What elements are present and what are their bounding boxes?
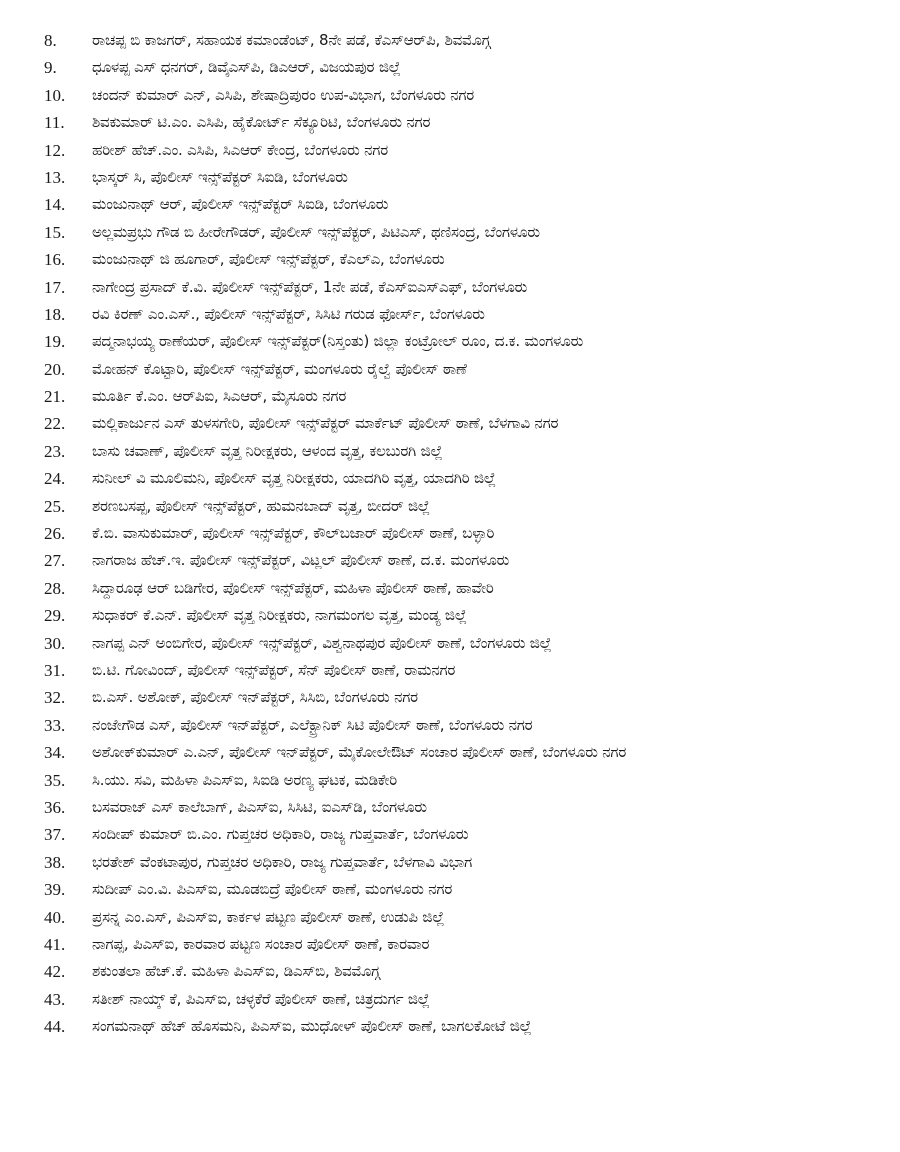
item-text: ನಂಜೇಗೌಡ ಎಸ್, ಪೊಲೀಸ್ ಇನ್‌ಪೆಕ್ಟರ್, ಎಲೆಕ್ಟ್ರಾನಿಕ್ ಸಿಟಿ ಪೊಲೀಸ್ ಠಾಣೆ, ಬೆಂಗಳೂರು ನಗರ: [92, 715, 533, 734]
list-item: [0, 715, 900, 736]
item-number: 21.: [44, 387, 66, 407]
list-item: [0, 523, 900, 544]
list-item: [0, 413, 900, 434]
item-text: ಹರೀಶ್ ಹೆಚ್.ಎಂ. ಎಸಿಪಿ, ಸಿಎಆರ್ ಕೇಂದ್ರ, ಬೆಂಗಳೂರು ನಗರ: [92, 140, 388, 159]
list-item: [0, 1016, 900, 1037]
item-text: ಸತೀಶ್ ನಾಯ್ಕ್ ಕೆ, ಪಿಎಸ್‌ಐ, ಚಳ್ಳಕೆರೆ ಪೊಲೀಸ್ ಠಾಣೆ, ಚಿತ್ರದುರ್ಗ ಜಿಲ್ಲೆ: [92, 989, 430, 1008]
item-number: 37.: [44, 825, 66, 845]
list-item: [0, 797, 900, 818]
item-text: ನಾಗಪ್ಪ ಎನ್ ಅಂಬಿಗೇರ, ಪೊಲೀಸ್ ಇನ್ಸ್‌ಪೆಕ್ಟರ್, ವಿಶ್ವನಾಥಪುರ ಪೊಲೀಸ್ ಠಾಣೆ, ಬೆಂಗಳೂರು ಜಿಲ್ಲೆ: [92, 633, 552, 652]
list-item: [0, 57, 900, 78]
item-number: 30.: [44, 633, 66, 653]
list-item: [0, 441, 900, 462]
item-number: 11.: [44, 113, 65, 133]
item-text: ಬಿ.ಟಿ. ಗೋವಿಂದ್, ಪೊಲೀಸ್ ಇನ್ಸ್‌ಪೆಕ್ಟರ್, ಸೆನ್ ಪೊಲೀಸ್ ಠಾಣೆ, ರಾಮನಗರ: [92, 660, 456, 679]
item-text: ಸಂದೀಪ್ ಕುಮಾರ್ ಬಿ.ಎಂ. ಗುಪ್ತಚರ ಅಧಿಕಾರಿ, ರಾಜ್ಯ ಗುಪ್ತವಾರ್ತೆ, ಬೆಂಗಳೂರು: [92, 825, 469, 844]
list-item: [0, 496, 900, 517]
list-item: [0, 222, 900, 243]
item-number: 26.: [44, 524, 66, 544]
list-item: [0, 167, 900, 188]
list-item: [0, 961, 900, 982]
item-text: ಸಂಗಮನಾಥ್ ಹೆಚ್ ಹೊಸಮನಿ, ಪಿಎಸ್‌ಐ, ಮುಧೋಳ್ ಪೊಲೀಸ್ ಠಾಣೆ, ಬಾಗಲಕೋಟೆ ಜಿಲ್ಲೆ: [92, 1017, 532, 1036]
list-item: [0, 359, 900, 380]
list-item: [0, 824, 900, 845]
item-number: 8.: [44, 31, 57, 50]
list-item: [0, 112, 900, 133]
item-text: ಸಿದ್ದಾರೂಢ ಆರ್ ಬಡಿಗೇರ, ಪೊಲೀಸ್ ಇನ್ಸ್‌ಪೆಕ್ಟರ್, ಮಹಿಳಾ ಪೊಲೀಸ್ ಠಾಣೆ, ಹಾವೇರಿ: [92, 578, 494, 597]
item-number: 23.: [44, 441, 66, 461]
item-number: 40.: [44, 907, 66, 927]
list-item: [0, 140, 900, 161]
item-text: ಸುನೀಲ್ ವಿ ಮೂಲಿಮನಿ, ಪೊಲೀಸ್ ವೃತ್ತ ನಿರೀಕ್ಷಕರು, ಯಾದಗಿರಿ ವೃತ್ತ, ಯಾದಗಿರಿ ಜಿಲ್ಲೆ: [92, 469, 496, 488]
list-item: [0, 304, 900, 325]
item-text: ಬಾಸು ಚವಾಣ್, ಪೊಲೀಸ್ ವೃತ್ತ ನಿರೀಕ್ಷಕರು, ಆಳಂದ ವೃತ್ತ, ಕಲಬುರಗಿ ಜಿಲ್ಲೆ: [92, 441, 443, 460]
item-number: 39.: [44, 880, 66, 900]
item-number: 16.: [44, 250, 66, 270]
item-number: 41.: [44, 934, 66, 954]
list-item: [0, 770, 900, 791]
list-item: [0, 550, 900, 571]
item-text: ರವಿ ಕಿರಣ್ ಎಂ.ಎಸ್., ಪೊಲೀಸ್ ಇನ್ಸ್‌ಪೆಕ್ಟರ್, ಸಿಸಿಟಿ ಗರುಡ ಫೋರ್ಸ್, ಬೆಂಗಳೂರು: [92, 304, 485, 323]
list-item: [0, 879, 900, 900]
item-text: ಸಿ.ಯು. ಸವಿ, ಮಹಿಳಾ ಪಿಎಸ್‌ಐ, ಸಿಐಡಿ ಅರಣ್ಯ ಘಟಕ, ಮಡಿಕೇರಿ: [92, 770, 398, 789]
item-number: 18.: [44, 304, 66, 324]
item-number: 36.: [44, 797, 66, 817]
item-text: ರಾಚಪ್ಪ ಬಿ ಕಾಜಗರ್, ಸಹಾಯಕ ಕಮಾಂಡೆಂಟ್, 8ನೇ ಪಡೆ, ಕೆಎಸ್‌ಆರ್‌ಪಿ, ಶಿವಮೊಗ್ಗ: [92, 31, 491, 49]
item-number: 13.: [44, 167, 66, 187]
list-item: [0, 633, 900, 654]
item-number: 32.: [44, 688, 66, 708]
item-number: 20.: [44, 359, 66, 379]
list-item: [0, 386, 900, 407]
list-item: [0, 605, 900, 626]
item-text: ಮಂಜುನಾಥ್ ಆರ್, ಪೊಲೀಸ್ ಇನ್ಸ್‌ಪೆಕ್ಟರ್ ಸಿಐಡಿ, ಬೆಂಗಳೂರು: [92, 195, 389, 214]
list-item: [0, 989, 900, 1010]
item-number: 35.: [44, 770, 66, 790]
list-item: [0, 578, 900, 599]
list-item: [0, 277, 900, 298]
item-text: ಧೂಳಪ್ಪ ಎಸ್ ಧನಗರ್, ಡಿವೈಎಸ್‌ಪಿ, ಡಿಎಆರ್, ವಿಜಯಪುರ ಜಿಲ್ಲೆ: [92, 58, 401, 77]
list-item: [0, 249, 900, 270]
item-text: ನಾಗೇಂದ್ರ ಪ್ರಸಾದ್ ಕೆ.ವಿ. ಪೊಲೀಸ್ ಇನ್ಸ್‌ಪೆಕ್ಟರ್, 1ನೇ ಪಡೆ, ಕೆಎಸ್‌ಐಎಸ್‌ಎಫ್, ಬೆಂಗಳೂರು: [92, 277, 528, 296]
item-text: ಮಂಜುನಾಥ್ ಜಿ ಹೂಗಾರ್, ಪೊಲೀಸ್ ಇನ್ಸ್‌ಪೆಕ್ಟರ್, ಕೆಎಲ್‌ಎ, ಬೆಂಗಳೂರು: [92, 250, 445, 269]
item-number: 29.: [44, 606, 66, 626]
list-item: [0, 852, 900, 873]
item-text: ಮೋಹನ್ ಕೊಟ್ಟಾರಿ, ಪೊಲೀಸ್ ಇನ್ಸ್‌ಪೆಕ್ಟರ್, ಮಂಗಳೂರು ರೈಲ್ವೆ ಪೊಲೀಸ್ ಠಾಣೆ: [92, 359, 467, 378]
list-item: [0, 30, 900, 51]
item-text: ಸುದೀಪ್ ಎಂ.ವಿ. ಪಿಎಸ್‌ಐ, ಮೂಡಬಿದ್ರೆ ಪೊಲೀಸ್ ಠಾಣೆ, ಮಂಗಳೂರು ನಗರ: [92, 880, 453, 899]
list-item: [0, 660, 900, 681]
item-text: ಚಂದನ್ ಕುಮಾರ್ ಎನ್, ಎಸಿಪಿ, ಶೇಷಾದ್ರಿಪುರಂ ಉಪ-ವಿಭಾಗ, ಬೆಂಗಳೂರು ನಗರ: [92, 85, 475, 104]
list-item: [0, 85, 900, 106]
item-number: 34.: [44, 743, 66, 763]
item-text: ಭರತೇಶ್ ವೆಂಕಟಾಪುರ, ಗುಪ್ತಚರ ಅಧಿಕಾರಿ, ರಾಜ್ಯ ಗುಪ್ತವಾರ್ತೆ, ಬೆಳಗಾವಿ ವಿಭಾಗ: [92, 852, 473, 871]
item-number: 28.: [44, 578, 66, 598]
item-number: 14.: [44, 195, 66, 215]
list-item: [0, 331, 900, 352]
item-text: ಬಸವರಾಜ್ ಎಸ್ ಕಾಲೆಬಾಗ್, ಪಿಎಸ್‌ಐ, ಸಿಸಿಟಿ, ಐಎಸ್‌ಡಿ, ಬೆಂಗಳೂರು: [92, 797, 427, 816]
item-number: 38.: [44, 852, 66, 872]
list-item: [0, 194, 900, 215]
item-number: 22.: [44, 414, 66, 434]
item-number: 17.: [44, 277, 66, 297]
item-text: ಶರಣಬಸಪ್ಪ, ಪೊಲೀಸ್ ಇನ್ಸ್‌ಪೆಕ್ಟರ್, ಹುಮನಬಾದ್ ವೃತ್ತ, ಬೀದರ್ ಜಿಲ್ಲೆ: [92, 496, 430, 515]
item-number: 27.: [44, 551, 66, 571]
item-text: ಸುಧಾಕರ್ ಕೆ.ಎನ್. ಪೊಲೀಸ್ ವೃತ್ತ ನಿರೀಕ್ಷಕರು, ನಾಗಮಂಗಲ ವೃತ್ತ, ಮಂಡ್ಯ ಜಿಲ್ಲೆ: [92, 606, 467, 625]
item-text: ಪದ್ಮನಾಭಯ್ಯ ರಾಣೆಯರ್, ಪೊಲೀಸ್ ಇನ್ಸ್‌ಪೆಕ್ಟರ್(ನಿಸ್ತಂತು) ಜಿಲ್ಲಾ ಕಂಟ್ರೋಲ್ ರೂಂ, ದ.ಕ. ಮಂಗಳೂರು: [92, 332, 584, 351]
item-text: ನಾಗಪ್ಪ, ಪಿಎಸ್‌ಐ, ಕಾರವಾರ ಪಟ್ಟಣ ಸಂಚಾರ ಪೊಲೀಸ್ ಠಾಣೆ, ಕಾರವಾರ: [92, 934, 430, 953]
item-text: ಭಾಸ್ಕರ್ ಸಿ, ಪೊಲೀಸ್ ಇನ್ಸ್‌ಪೆಕ್ಟರ್ ಸಿಐಡಿ, ಬೆಂಗಳೂರು: [92, 167, 348, 186]
item-text: ಅಲ್ಲಮಪ್ರಭು ಗೌಡ ಬಿ ಹೀರೇಗೌಡರ್, ಪೊಲೀಸ್ ಇನ್ಸ್‌ಪೆಕ್ಟರ್, ಪಿಟಿಎಸ್, ಥಣಿಸಂದ್ರ, ಬೆಂಗಳೂರು: [92, 222, 540, 241]
item-number: 19.: [44, 332, 66, 352]
item-text: ಅಶೋಕ್‌ಕುಮಾರ್ ಎ.ಎನ್, ಪೊಲೀಸ್ ಇನ್‌ಪೆಕ್ಟರ್, ಮೈಕೋಲೇಔಟ್ ಸಂಚಾರ ಪೊಲೀಸ್ ಠಾಣೆ, ಬೆಂಗಳೂರು ನಗರ: [92, 743, 627, 762]
item-number: 33.: [44, 715, 66, 735]
item-number: 12.: [44, 140, 66, 160]
list-item: [0, 742, 900, 763]
item-number: 15.: [44, 222, 66, 242]
list-item: [0, 907, 900, 928]
item-text: ಕೆ.ಬಿ. ವಾಸುಕುಮಾರ್, ಪೊಲೀಸ್ ಇನ್ಸ್‌ಪೆಕ್ಟರ್, ಕೌಲ್‌ಬಜಾರ್ ಪೊಲೀಸ್ ಠಾಣೆ, ಬಳ್ಳಾರಿ: [92, 524, 495, 543]
item-text: ನಾಗರಾಜ ಹೆಚ್.ಇ. ಪೊಲೀಸ್ ಇನ್ಸ್‌ಪೆಕ್ಟರ್, ವಿಟ್ಲಲ್ ಪೊಲೀಸ್ ಠಾಣೆ, ದ.ಕ. ಮಂಗಳೂರು: [92, 551, 510, 570]
item-number: 43.: [44, 989, 66, 1009]
list-item: [0, 687, 900, 708]
list-item: [0, 934, 900, 955]
officer-list: [0, 30, 900, 1043]
item-number: 25.: [44, 496, 66, 516]
item-text: ಶಕುಂತಲಾ ಹೆಚ್.ಕೆ. ಮಹಿಳಾ ಪಿಎಸ್‌ಐ, ಡಿಎಸ್‌ಬಿ, ಶಿವಮೊಗ್ಗ: [92, 962, 380, 981]
item-text: ಬಿ.ಎಸ್. ಅಶೋಕ್, ಪೊಲೀಸ್ ಇನ್‌ಪೆಕ್ಟರ್, ಸಿಸಿಬಿ, ಬೆಂಗಳೂರು ನಗರ: [92, 688, 418, 707]
item-number: 24.: [44, 469, 66, 489]
item-number: 9.: [44, 58, 57, 78]
item-number: 10.: [44, 85, 66, 105]
item-number: 42.: [44, 962, 66, 982]
item-text: ಮೂರ್ತಿ ಕೆ.ಎಂ. ಆರ್‌ಪಿಐ, ಸಿಎಆರ್, ಮೈಸೂರು ನಗರ: [92, 387, 347, 406]
item-text: ಮಲ್ಲಿಕಾರ್ಜುನ ಎಸ್ ತುಳಸಗೇರಿ, ಪೊಲೀಸ್ ಇನ್ಸ್‌ಪೆಕ್ಟರ್ ಮಾರ್ಕೆಟ್ ಪೊಲೀಸ್ ಠಾಣೆ, ಬೆಳಗಾವಿ ನಗರ: [92, 414, 559, 433]
item-text: ಪ್ರಸನ್ನ ಎಂ.ಎಸ್, ಪಿಎಸ್‌ಐ, ಕಾರ್ಕಳ ಪಟ್ಟಣ ಪೊಲೀಸ್ ಠಾಣೆ, ಉಡುಪಿ ಜಿಲ್ಲೆ: [92, 907, 445, 926]
item-number: 44.: [44, 1017, 66, 1037]
list-item: [0, 468, 900, 489]
item-text: ಶಿವಕುಮಾರ್ ಟಿ.ಎಂ. ಎಸಿಪಿ, ಹೈಕೋರ್ಟ್ ಸೆಕ್ಯೂರಿಟಿ, ಬೆಂಗಳೂರು ನಗರ: [92, 113, 431, 132]
item-number: 31.: [44, 660, 66, 680]
